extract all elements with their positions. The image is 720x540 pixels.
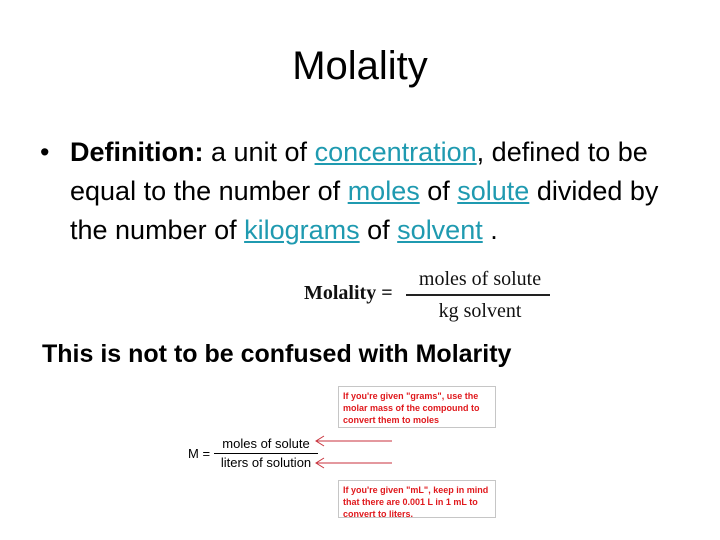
link-moles[interactable]: moles xyxy=(347,176,420,206)
arrow-to-denominator-icon xyxy=(316,458,392,468)
molarity-note: This is not to be confused with Molarity xyxy=(42,340,512,368)
link-solute[interactable]: solute xyxy=(457,176,530,206)
hint-box-grams: If you're given "grams", use the molar mass of the compound to convert them to moles xyxy=(338,386,496,428)
molality-formula-denominator: kg solvent xyxy=(438,300,522,322)
definition-text-1: a unit of xyxy=(203,137,315,167)
molarity-formula xyxy=(188,434,318,478)
molality-formula-image xyxy=(298,268,558,328)
link-concentration[interactable]: concentration xyxy=(314,137,477,167)
arrow-to-numerator-icon xyxy=(316,436,392,446)
definition-text-3: of xyxy=(419,176,458,206)
molarity-formula-numerator: moles of solute xyxy=(222,436,310,451)
molality-fraction-bar xyxy=(406,294,550,296)
molarity-formula-denominator: liters of solution xyxy=(220,455,312,470)
molality-formula-lhs: Molality = xyxy=(304,282,393,304)
molarity-fraction-bar xyxy=(214,453,318,454)
molarity-formula-lhs: M = xyxy=(188,446,211,461)
link-solvent[interactable]: solvent xyxy=(397,215,483,245)
molality-formula-numerator: moles of solute xyxy=(418,268,542,290)
definition-text-4: divided by the number of xyxy=(70,176,659,245)
definition-text-6: . xyxy=(482,215,498,245)
definition-label: Definition: xyxy=(70,137,204,167)
slide-title: Molality xyxy=(292,44,428,88)
bullet-marker: • xyxy=(40,137,50,167)
definition-text xyxy=(70,133,690,250)
definition-bullet xyxy=(40,133,690,250)
definition-text-2: , defined to be equal to the number of xyxy=(70,137,648,206)
link-kilograms[interactable]: kilograms xyxy=(244,215,360,245)
definition-text-5: of xyxy=(359,215,398,245)
hint-box-ml: If you're given "mL", keep in mind that there are 0.001 L in 1 mL to convert to liters. xyxy=(338,480,496,518)
pointer-arrows xyxy=(310,430,400,474)
